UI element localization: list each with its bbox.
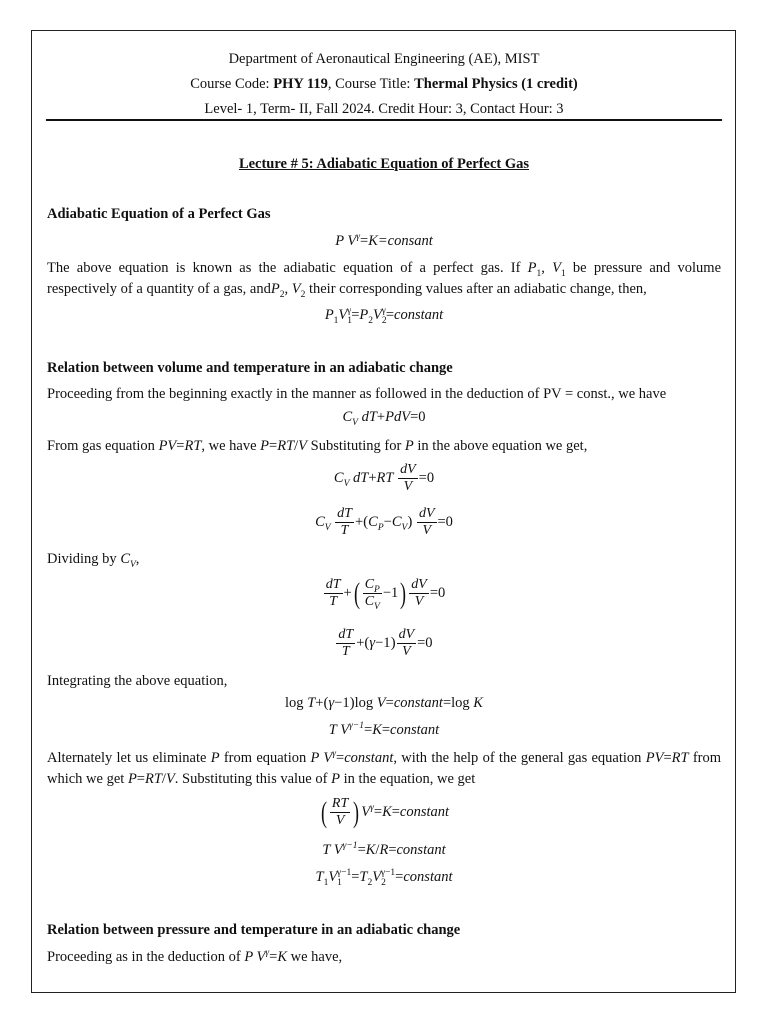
equation-log-form: log T+(γ−1)log V=constant=log K bbox=[285, 695, 483, 711]
equation-k-over-r: T $V^{\gamma-1}=K/R=constant$ bbox=[322, 841, 446, 858]
paragraph-dividing: Dividing by $C_V$, bbox=[47, 551, 140, 570]
section-heading-adiabatic-equation: Adiabatic Equation of a Perfect Gas bbox=[47, 206, 271, 222]
equation-rt-over-v: ( $\frac{RT}{V}$ ) $V^\gamma=K=constant$ bbox=[320, 795, 450, 829]
course-line: Course Code: PHY 119, Course Title: Thermal Physics (1 credit) bbox=[190, 76, 578, 92]
lecture-title: Lecture # 5: Adiabatic Equation of Perfect Gas bbox=[238, 156, 530, 172]
section-heading-volume-temperature: Relation between volume and temperature in an adiabatic change bbox=[47, 360, 453, 376]
equation-tv-gamma: T $V^{\gamma-1}=K=constant$ bbox=[328, 721, 440, 738]
equation-t1v1-t2v2: $T_1V_1^{\gamma-1}=T_2V_2^{\gamma-1}=constant$ bbox=[315, 868, 453, 888]
section-heading-pressure-temperature: Relation between pressure and temperature in an adiabatic change bbox=[47, 922, 461, 938]
equation-cv-dt-cp-cv: $C_V$ $\frac{dT}{T}$ $+(C_P-C_V)$ $\frac{dV}{V}$ =0 bbox=[315, 506, 453, 538]
department-line: Department of Aeronautical Engineering (AE), MIST bbox=[228, 51, 540, 67]
paragraph-proceeding-pressure: Proceeding as in the deduction of P $V^\gamma=K$ we have, bbox=[47, 948, 343, 965]
course-title: Thermal Physics (1 credit) bbox=[414, 76, 578, 92]
equation-cv-dt-pdv: $C_V$ dT+PdV=0 bbox=[342, 409, 426, 428]
paragraph-adiabatic-definition: The above equation is known as the adiabatic equation of a perfect gas. If $P_1$, $V_1$ be pressure and volume respectively of a quantity of a gas, andP$_2$, $V_2$ their corresponding values after an adiabatic change, then, bbox=[47, 260, 722, 300]
equation-cv-dt-rt-dv: $C_V$ dT+RT $\frac{dV}{V}$ =0 bbox=[333, 462, 435, 494]
equation-ratio-cp-cv: $\frac{dT}{T}$ +( $\frac{C_P}{C_V}$ −1) $\frac{dV}{V}$ =0 bbox=[325, 576, 446, 612]
paragraph-gas-equation: From gas equation PV=RT, we have P=RT/V Substituting for P in the above equation we get, bbox=[47, 438, 588, 454]
equation-p1v1-p2v2: $P_1V_1^\gamma=P_2V_2^\gamma=constant$ bbox=[324, 306, 444, 326]
paragraph-alternately: Alternately let us eliminate P from equation P $V^\gamma=constant$, with the help of the general gas equation PV=RT from which we get P=RT/V. Substituting this value of P in the equation, we get bbox=[47, 749, 722, 787]
equation-pv-gamma: P $V^\gamma=K=consant$ bbox=[335, 232, 433, 249]
level-term-line: Level- 1, Term- II, Fall 2024. Credit Hour: 3, Contact Hour: 3 bbox=[204, 101, 564, 117]
header-divider bbox=[46, 119, 722, 121]
equation-gamma-minus-one: $\frac{dT}{T}$ +(γ−1) $\frac{dV}{V}$ =0 bbox=[338, 627, 433, 659]
paragraph-integrating: Integrating the above equation, bbox=[47, 673, 228, 689]
paragraph-proceeding: Proceeding from the beginning exactly in the manner as followed in the deduction of PV = const., we have bbox=[47, 386, 667, 402]
course-code: PHY 119 bbox=[273, 76, 328, 92]
